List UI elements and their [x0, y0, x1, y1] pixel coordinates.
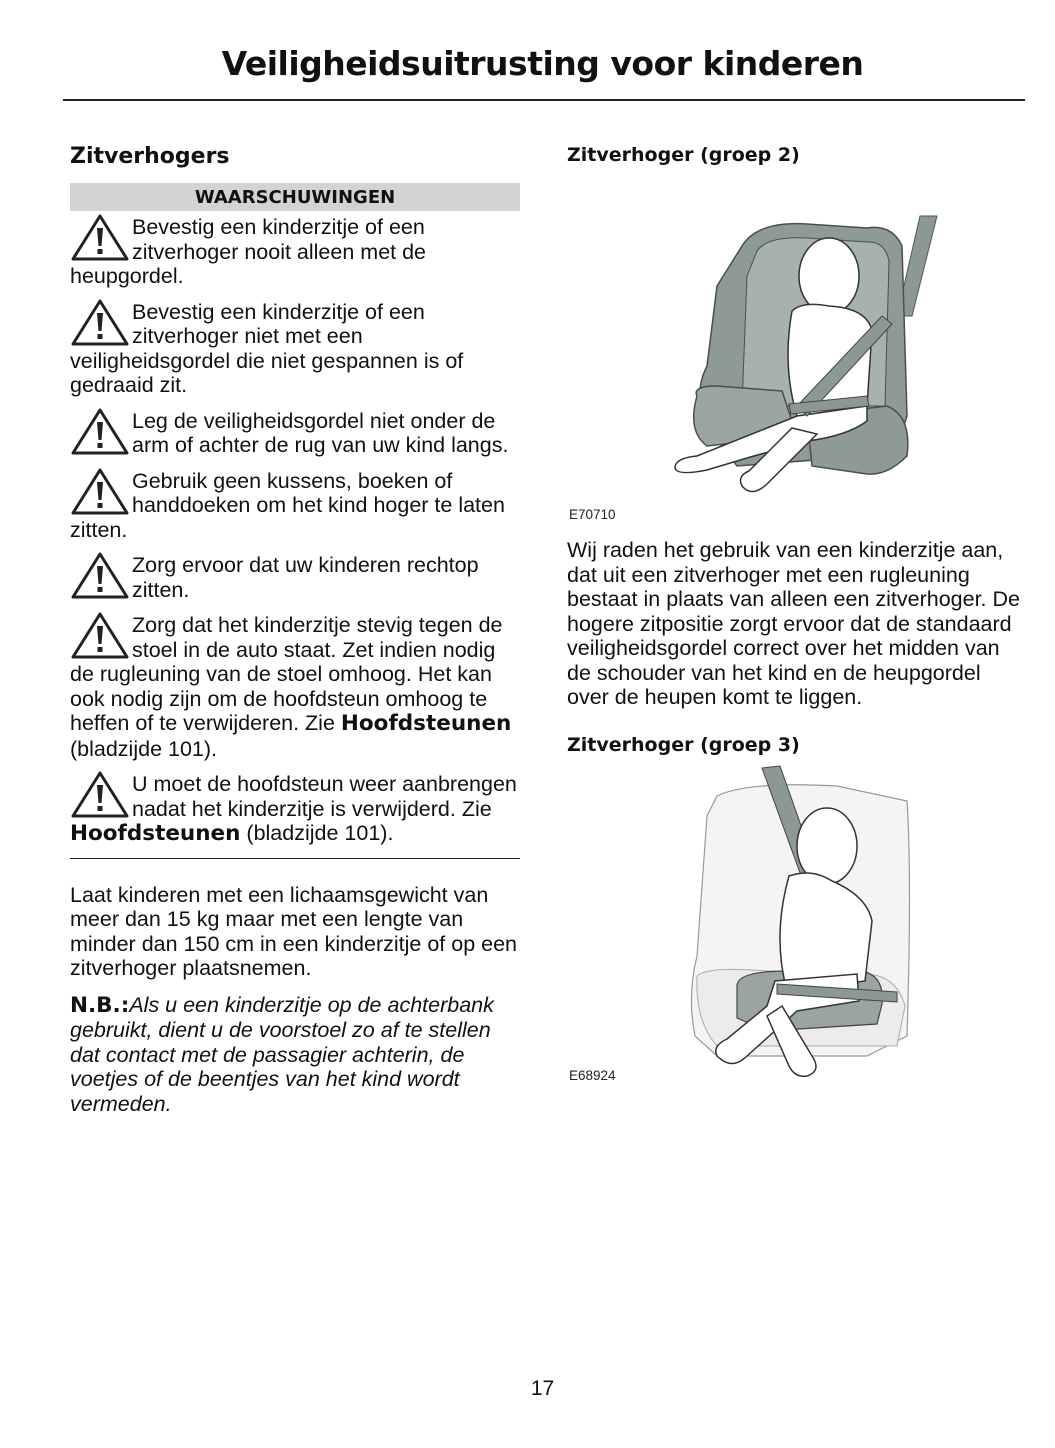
cross-reference-link[interactable]: Hoofdsteunen: [340, 711, 512, 736]
figure-group2: [567, 166, 1022, 522]
weight-paragraph: Laat kinderen met een lichaamsgewicht van meer dan 15 kg maar met een lengte van minder dan 150 cm in een kinderzitje of op een zitverhoger plaatsnemen.: [70, 882, 517, 980]
note-text: Als u een kinderzitje op de achterbank gebruikt, dient u de voorstoel zo af te stellen dat contact met de passagier achterin, de voetjes of de beentjes van het kind wordt vermeden.: [70, 992, 494, 1116]
warning-text: Bevestig een kinderzitje of een zitverhoger niet met een veiligheidsgordel die niet gespannen is of gedraaid zit.: [70, 299, 464, 397]
warning-text: Gebruik geen kussens, boeken of handdoeken om het kind hoger te laten zitten.: [70, 468, 505, 542]
figure-code-e70710: E70710: [569, 507, 616, 522]
note-paragraph: [70, 993, 520, 1117]
warning-triangle-icon: [70, 770, 130, 820]
figure-group3: [567, 756, 1022, 1081]
cross-reference-page: (bladzijde 101).: [70, 736, 218, 761]
warning-triangle-icon: [70, 551, 130, 601]
warning-text: Zorg ervoor dat uw kinderen rechtop zitten.: [132, 553, 479, 602]
booster-seat-group3-illustration: [567, 756, 1022, 1081]
warning-item: [70, 300, 520, 398]
title-divider: [63, 99, 1025, 101]
warning-triangle-icon: [70, 213, 130, 263]
warning-triangle-icon: [70, 407, 130, 457]
warning-text: Leg de veiligheidsgordel niet onder de arm of achter de rug van uw kind langs.: [132, 408, 509, 457]
right-column: [567, 140, 1022, 1081]
warning-item: [70, 613, 520, 761]
section-heading-zitverhogers: Zitverhogers: [70, 144, 230, 169]
cross-reference-page: (bladzijde 101).: [240, 821, 394, 845]
warning-triangle-icon: [70, 611, 130, 661]
warning-item: [70, 772, 520, 847]
page-number: 17: [530, 1377, 555, 1400]
note-label: N.B.:: [70, 992, 130, 1018]
cross-reference-link[interactable]: Hoofdsteunen: [70, 821, 241, 846]
page-title: Veiligheidsuitrusting voor kinderen: [221, 44, 864, 83]
warnings-header: WAARSCHUWINGEN: [70, 183, 520, 211]
warning-text: Zorg dat het kinderzitje stevig tegen de stoel in de auto staat. Zet indien nodig de rugleuning van de stoel omhoog. Het kan ook nodig zijn om de hoofdsteun omhoog te heffen of te verwijderen. Zie: [70, 613, 503, 735]
warning-triangle-icon: [70, 298, 130, 348]
warning-item: [70, 553, 520, 602]
left-column: [70, 140, 520, 1116]
figure-code-e68924: E68924: [569, 1067, 616, 1083]
warning-item: [70, 469, 520, 543]
warning-item: [70, 215, 520, 289]
warning-item: [70, 409, 520, 458]
warning-text: U moet de hoofdsteun weer aanbrengen nadat het kinderzitje is verwijderd. Zie: [132, 772, 517, 821]
section-heading-group3: Zitverhoger (groep 3): [567, 733, 800, 756]
warning-text: Bevestig een kinderzitje of een zitverhoger nooit alleen met de heupgordel.: [70, 215, 427, 288]
warning-triangle-icon: [70, 467, 130, 517]
group2-paragraph: Wij raden het gebruik van een kinderzitje aan, dat uit een zitverhoger met een rugleuning bestaat in plaats van alleen een zitverhoger. De hogere zitpositie zorgt ervoor dat de standaard veiligheidsgordel correct over het midden van de schouder van het kind en de heupgordel over de heupen komt te liggen.: [567, 538, 1020, 709]
warnings-list: [70, 215, 520, 847]
booster-seat-group2-illustration: [567, 166, 1022, 506]
section-heading-group2: Zitverhoger (groep 2): [567, 144, 800, 166]
